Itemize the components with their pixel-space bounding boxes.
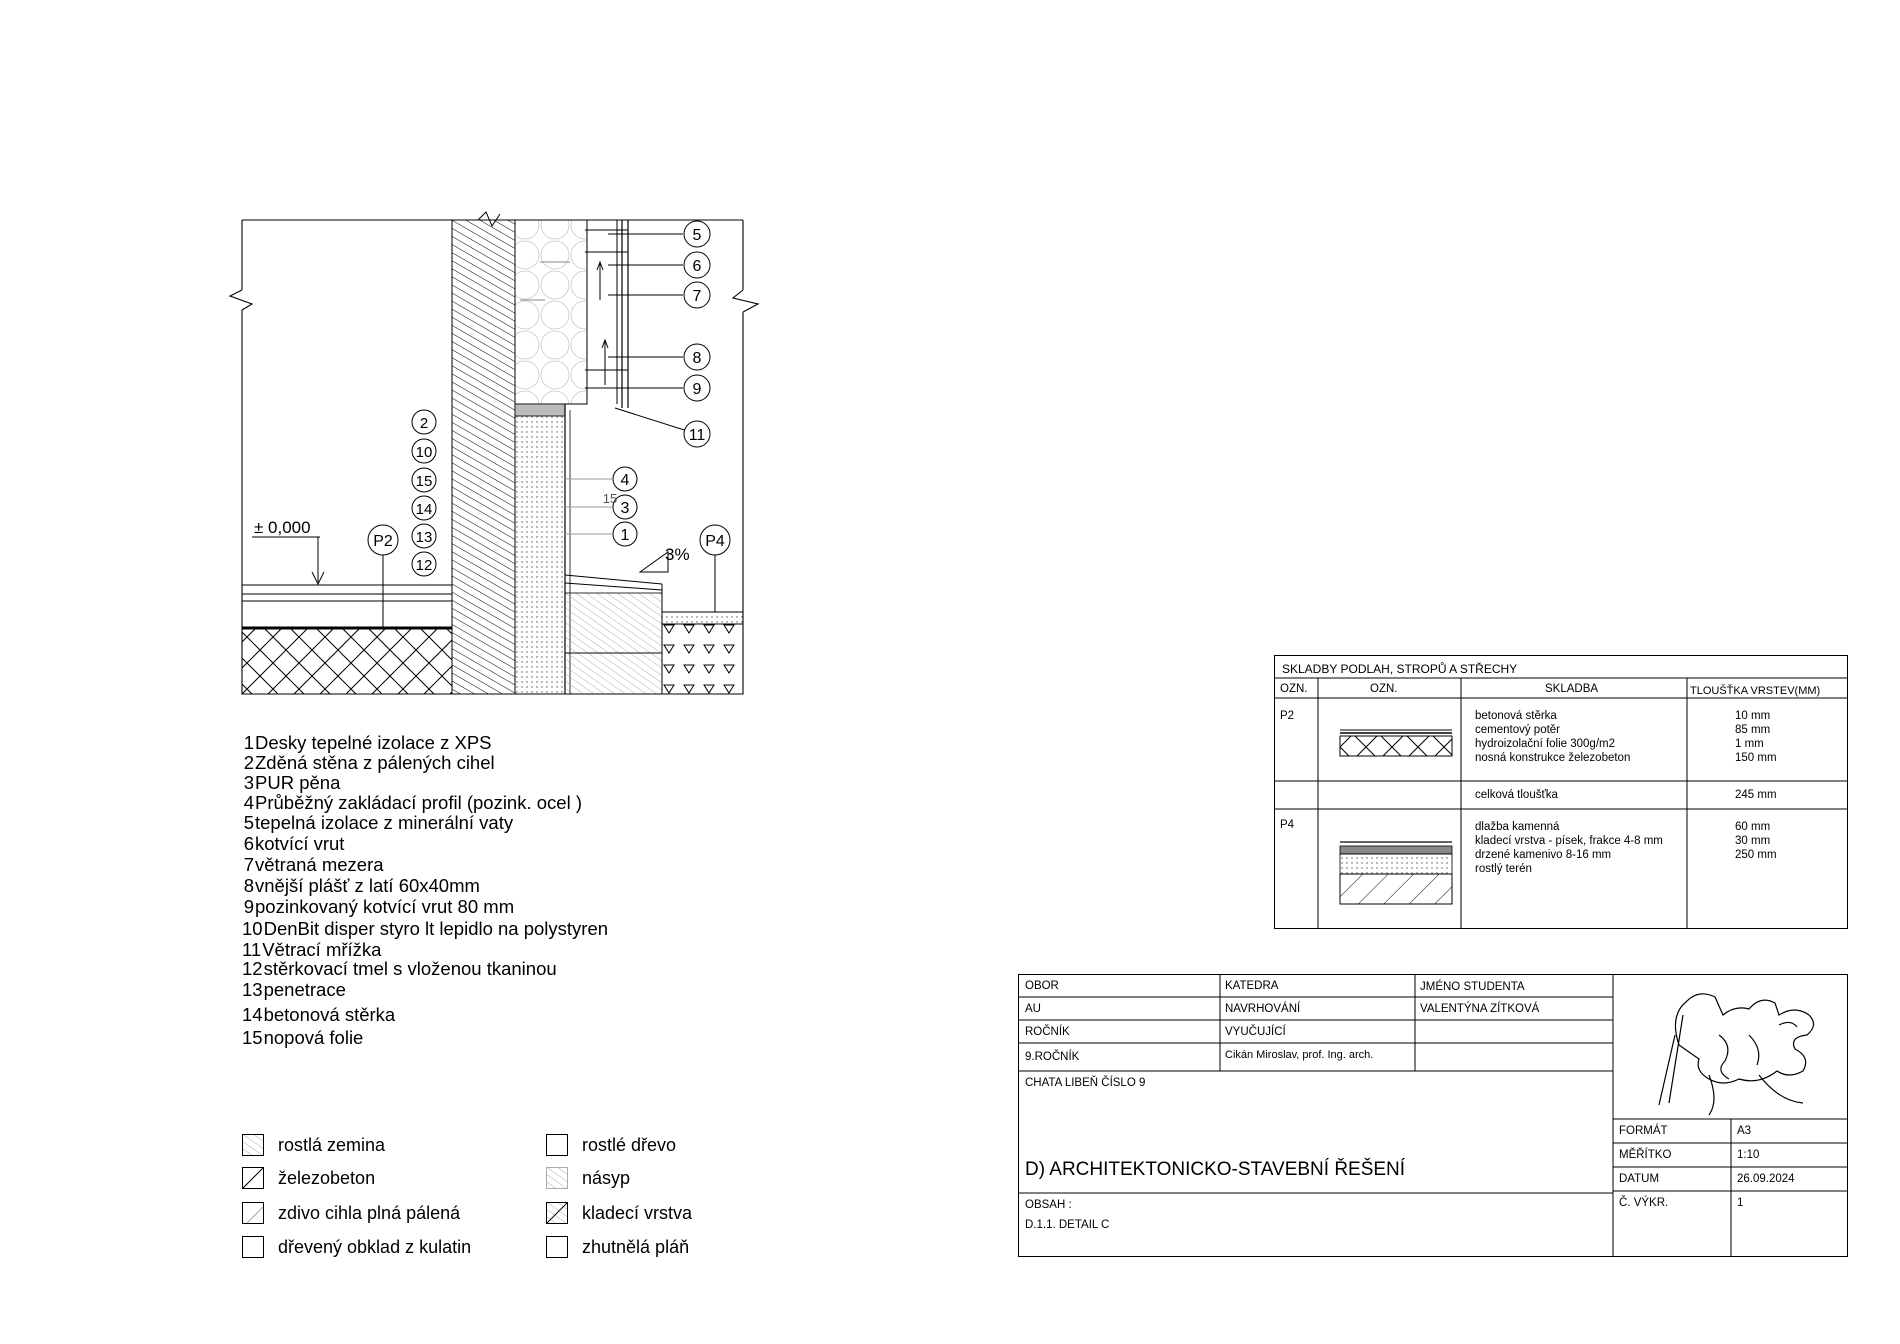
legend-item [242, 773, 340, 794]
obsah-label: OBSAH : [1025, 1199, 1072, 1211]
header-tloustka: TLOUŠŤKA VRSTEV(MM) [1690, 685, 1821, 697]
legend-text: Větrací mřížka [262, 939, 382, 960]
legend-number: 7 [243, 854, 254, 875]
legend-item [242, 733, 492, 754]
legend-number: 1 [243, 732, 254, 753]
student-value: VALENTÝNA ZÍTKOVÁ [1420, 1003, 1540, 1015]
legend-number: 3 [243, 772, 254, 793]
legend-item [242, 959, 557, 980]
p4-layers: dlažba kamenná kladecí vrstva - písek, frakce 4-8 mm drzené kamenivo 8-16 mm rostlý terén [1475, 821, 1663, 875]
header-ozn-2: OZN. [1370, 683, 1398, 695]
svg-text:6: 6 [692, 258, 702, 275]
svg-text:3: 3 [620, 500, 630, 517]
meritko-label: MĚŘÍTKO [1619, 1149, 1672, 1161]
floor-slab-left [242, 585, 452, 601]
legend-text: vnější plášť z latí 60x40mm [255, 875, 480, 896]
legend-number: 2 [243, 752, 254, 773]
svg-text:1: 1 [620, 527, 630, 544]
rocnik-label: ROČNÍK [1025, 1026, 1070, 1038]
material-item: zdivo cihla plná pálená [242, 1202, 460, 1224]
p2-thickness: 10 mm 85 mm 1 mm 150 mm [1735, 710, 1777, 764]
format-label: FORMÁT [1619, 1125, 1668, 1137]
mid-callouts [565, 467, 637, 546]
katedra-value: NAVRHOVÁNÍ [1225, 1003, 1301, 1015]
legend-text: Desky tepelné izolace z XPS [255, 732, 492, 753]
legend-text: Zděná stěna z pálených cihel [255, 752, 495, 773]
legend-number: 8 [243, 875, 254, 896]
svg-text:5: 5 [692, 227, 702, 244]
legend-number: 9 [243, 896, 254, 917]
legend-number: 12 [242, 958, 263, 979]
legend-text: betonová stěrka [263, 1004, 396, 1025]
datum-value: 26.09.2024 [1737, 1173, 1795, 1185]
katedra-label: KATEDRA [1225, 980, 1279, 992]
legend-text: větraná mezera [255, 854, 384, 875]
rocnik-value: 9.ROČNÍK [1025, 1051, 1080, 1063]
swatch-zelezobeton [242, 1167, 264, 1189]
datum-label: DATUM [1619, 1173, 1660, 1185]
legend-item [242, 919, 608, 940]
svg-text:4: 4 [620, 472, 630, 489]
legend-number: 13 [242, 979, 263, 1000]
svg-text:10: 10 [415, 444, 433, 461]
svg-text:15: 15 [602, 491, 618, 506]
header-ozn: OZN. [1280, 683, 1308, 695]
svg-text:8: 8 [692, 350, 702, 367]
left-callouts [412, 410, 436, 576]
legend-text: DenBit disper styro lt lepidlo na polystyren [263, 918, 609, 939]
compositions-table [1274, 655, 1848, 929]
obsah-value: D.1.1. DETAIL C [1025, 1219, 1110, 1231]
xps-insulation [515, 404, 565, 694]
cvykr-label: Č. VÝKR. [1619, 1197, 1669, 1209]
legend-text: stěrkovací tmel s vloženou tkaninou [263, 958, 557, 979]
title-block-grid [1019, 975, 1847, 1256]
obor-label: OBOR [1025, 980, 1059, 992]
legend-item [242, 1005, 395, 1026]
svg-text:11: 11 [688, 427, 706, 444]
slope-label: 3% [665, 545, 690, 564]
student-label: JMÉNO STUDENTA [1420, 981, 1525, 993]
p4-thickness: 60 mm 30 mm 250 mm [1735, 821, 1777, 861]
legend-number: 14 [242, 1004, 263, 1025]
format-value: A3 [1737, 1125, 1752, 1137]
p2-layers-sketch [1340, 730, 1452, 756]
swatch-kladeci-vrstva [546, 1202, 568, 1224]
svg-text:2: 2 [419, 415, 429, 432]
vyucujici-label: VYUČUJÍCÍ [1225, 1026, 1286, 1038]
total-value: 245 mm [1735, 789, 1777, 801]
legend-number: 15 [242, 1027, 263, 1048]
brick-wall [452, 220, 515, 694]
legend-number: 6 [243, 833, 254, 854]
swatch-zdivo [242, 1202, 264, 1224]
p2-layers: betonová stěrka cementový potěr hydroizolační folie 300g/m2 nosná konstrukce železobeton [1475, 710, 1631, 764]
section-title: D) ARCHITEKTONICKO-STAVEBNÍ ŘEŠENÍ [1025, 1159, 1406, 1180]
right-callouts [608, 221, 710, 447]
legend-text: PUR pěna [255, 772, 341, 793]
legend-item [242, 855, 384, 876]
swatch-rostla-zemina [242, 1134, 264, 1156]
legend-text: kotvící vrut [255, 833, 345, 854]
legend-text: pozinkovaný kotvící vrut 80 mm [255, 896, 515, 917]
legend-text: Průběžný zakládací profil (pozink. ocel ) [255, 792, 582, 813]
legend-item [242, 813, 513, 834]
legend-item [242, 980, 346, 1001]
material-item: násyp [546, 1167, 630, 1189]
swatch-rostle-drevo [546, 1134, 568, 1156]
legend-number: 4 [243, 792, 254, 813]
obor-value: AU [1025, 1003, 1041, 1015]
cvykr-value: 1 [1737, 1197, 1744, 1209]
title-block [1018, 974, 1848, 1257]
svg-text:9: 9 [692, 381, 702, 398]
swatch-dreveny-obklad [242, 1236, 264, 1258]
vyucujici-value: Cikán Miroslav, prof. Ing. arch. [1225, 1049, 1374, 1061]
level-mark [252, 537, 324, 584]
material-item: kladecí vrstva [546, 1202, 692, 1224]
legend-item [242, 793, 582, 814]
row-code-p4: P4 [1280, 819, 1295, 831]
material-item: zhutnělá pláň [546, 1236, 689, 1258]
ctu-lion-logo [1659, 994, 1814, 1115]
legend-item [242, 753, 495, 774]
legend-item [242, 876, 480, 897]
svg-text:13: 13 [415, 529, 433, 546]
svg-text:15: 15 [415, 473, 433, 490]
legend-number: 11 [242, 939, 262, 960]
material-item: rostlá zemina [242, 1134, 385, 1156]
legend-number: 5 [243, 812, 254, 833]
material-item: železobeton [242, 1167, 375, 1189]
legend-item [242, 897, 514, 918]
svg-text:14: 14 [415, 501, 433, 518]
svg-text:7: 7 [692, 288, 702, 305]
svg-text:12: 12 [415, 557, 433, 574]
level-label: ± 0,000 [254, 518, 311, 537]
row-code-p2: P2 [1280, 710, 1295, 722]
legend-number: 10 [242, 918, 263, 939]
material-item: dřevený obklad z kulatin [242, 1236, 471, 1258]
legend-item [242, 834, 344, 855]
total-label: celková tloušťka [1475, 789, 1558, 801]
svg-text:P4: P4 [705, 533, 725, 550]
compositions-title: SKLADBY PODLAH, STROPŮ A STŘECHY [1282, 662, 1518, 676]
project-name: CHATA LIBEŇ ČÍSLO 9 [1025, 1077, 1146, 1089]
swatch-nasyp [546, 1167, 568, 1189]
svg-text:P2: P2 [373, 533, 393, 550]
meritko-value: 1:10 [1737, 1149, 1760, 1161]
mineral-wool-insulation [515, 220, 587, 404]
legend-text: nopová folie [263, 1027, 364, 1048]
header-skladba: SKLADBA [1545, 683, 1599, 695]
legend-text: penetrace [263, 979, 346, 1000]
swatch-zhutnela-plan [546, 1236, 568, 1258]
p4-layers-sketch [1340, 842, 1452, 904]
legend-text: tepelná izolace z minerální vaty [255, 812, 514, 833]
legend-item [242, 1028, 363, 1049]
material-item: rostlé dřevo [546, 1134, 676, 1156]
